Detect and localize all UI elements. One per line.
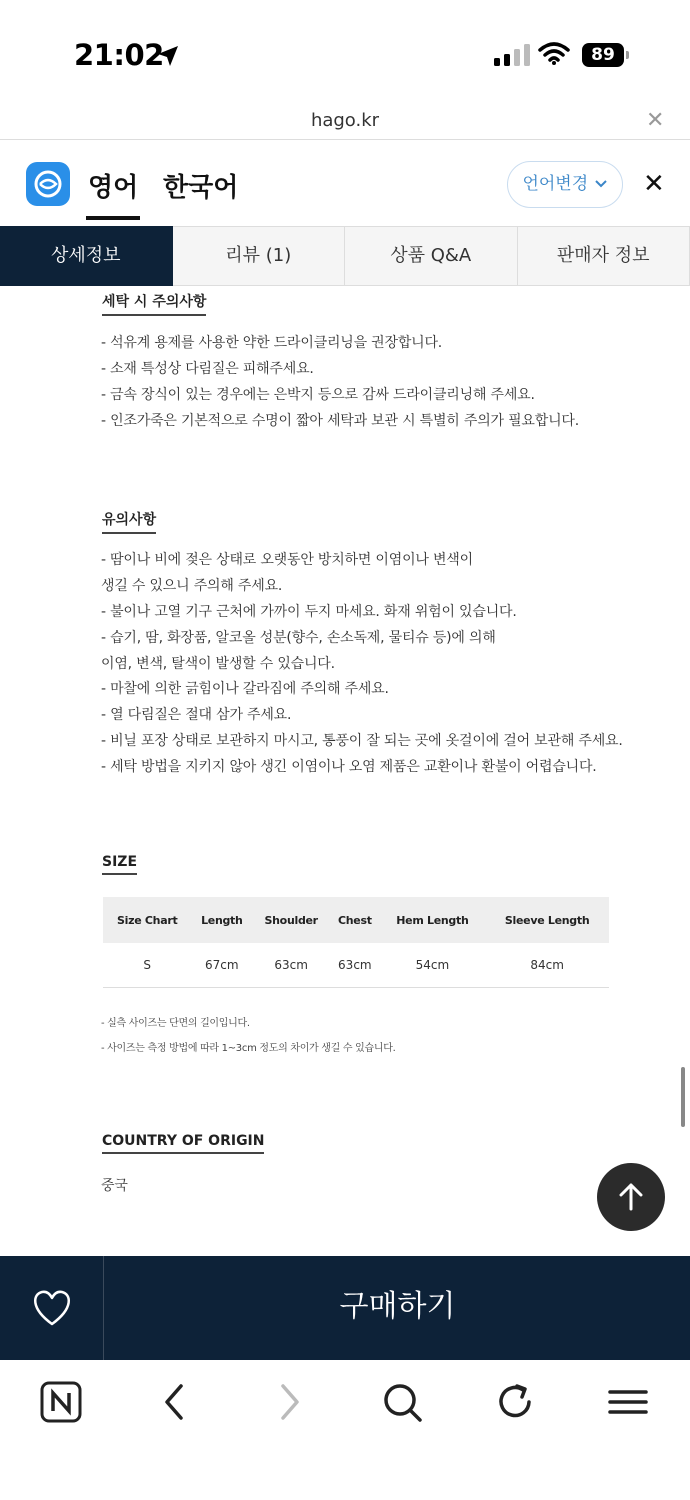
purchase-bar xyxy=(0,1256,690,1360)
app-logo-icon xyxy=(26,162,70,206)
caution-line: - 마찰에 의한 긁힘이나 갈라짐에 주의해 주세요. xyxy=(101,681,389,697)
size-table-header: Shoulder xyxy=(252,897,330,943)
cellular-signal-icon xyxy=(494,44,530,66)
size-table-header-row xyxy=(103,897,609,943)
location-arrow-icon xyxy=(156,44,180,68)
size-heading: SIZE xyxy=(102,854,137,875)
reload-icon[interactable] xyxy=(493,1380,537,1424)
arrow-up-icon xyxy=(597,1163,665,1231)
size-table-header: Size Chart xyxy=(103,897,191,943)
size-table-cell: 63cm xyxy=(252,943,330,987)
caution-heading: 유의사항 xyxy=(102,509,156,534)
caution-line: - 세탁 방법을 지키지 않아 생긴 이염이나 오염 제품은 교환이나 환불이 어렵습니다. xyxy=(101,759,597,775)
size-table-header: Length xyxy=(191,897,252,943)
wifi-icon xyxy=(538,42,570,66)
caution-line: - 땀이나 비에 젖은 상태로 오랫동안 방치하면 이염이나 변색이 xyxy=(101,552,473,568)
size-table-cell: 63cm xyxy=(330,943,379,987)
size-table-header: Sleeve Length xyxy=(485,897,609,943)
status-bar xyxy=(0,0,690,100)
language-bar xyxy=(0,141,690,226)
lang-tab-korean[interactable]: 한국어 xyxy=(163,173,239,203)
washing-line: - 소재 특성상 다림질은 피해주세요. xyxy=(101,361,314,377)
chevron-down-icon xyxy=(594,179,608,189)
caution-line: - 열 다림질은 절대 삼가 주세요. xyxy=(101,707,292,723)
url-text[interactable]: hago.kr xyxy=(310,110,380,131)
table-row xyxy=(103,943,609,987)
size-table-cell: 54cm xyxy=(379,943,485,987)
tab-details[interactable]: 상세정보 xyxy=(0,226,173,286)
washing-line: - 금속 장식이 있는 경우에는 은박지 등으로 감싸 드라이클리닝해 주세요. xyxy=(101,387,535,403)
caution-line: 생길 수 있으니 주의해 주세요. xyxy=(101,578,283,594)
size-table-cell: 67cm xyxy=(191,943,252,987)
heart-icon xyxy=(0,1256,104,1360)
tab-reviews[interactable]: 리뷰 (1) xyxy=(173,226,346,286)
back-icon[interactable] xyxy=(153,1380,197,1424)
washing-heading: 세탁 시 주의사항 xyxy=(102,291,206,316)
origin-heading: COUNTRY OF ORIGIN xyxy=(102,1133,264,1154)
size-table xyxy=(103,897,609,988)
scrollbar-thumb[interactable] xyxy=(681,1067,685,1127)
wishlist-button[interactable] xyxy=(0,1256,104,1360)
battery-indicator: 89 xyxy=(582,43,624,67)
caution-line: - 비닐 포장 상태로 보관하지 마시고, 통풍이 잘 되는 곳에 옷걸이에 걸어 보관해 주세요. xyxy=(101,733,623,749)
size-table-header: Chest xyxy=(330,897,379,943)
lang-tab-english[interactable]: 영어 xyxy=(88,167,138,204)
forward-icon[interactable] xyxy=(267,1380,311,1424)
washing-line: - 인조가죽은 기본적으로 수명이 짧아 세탁과 보관 시 특별히 주의가 필요합니다. xyxy=(101,413,579,429)
search-icon[interactable] xyxy=(380,1380,424,1424)
naver-home-icon[interactable] xyxy=(39,1380,83,1424)
caution-line: - 불이나 고열 기구 근처에 가까이 두지 마세요. 화재 위험이 있습니다. xyxy=(101,604,517,620)
size-table-header: Hem Length xyxy=(379,897,485,943)
origin-value: 중국 xyxy=(101,1178,128,1194)
tab-seller-info[interactable]: 판매자 정보 xyxy=(518,226,690,286)
status-time: 21:02 xyxy=(74,38,164,72)
size-table-cell: S xyxy=(103,943,191,987)
buy-button[interactable]: 구매하기 xyxy=(339,1289,456,1324)
product-tabs xyxy=(0,226,690,286)
caution-line: 이염, 변색, 탈색이 발생할 수 있습니다. xyxy=(101,656,335,672)
battery-tip xyxy=(626,51,629,59)
size-note: - 사이즈는 측정 방법에 따라 1~3cm 정도의 차이가 생길 수 있습니다. xyxy=(101,1043,396,1054)
browser-nav-bar xyxy=(0,1360,690,1500)
menu-icon[interactable] xyxy=(606,1380,650,1424)
tab-qna[interactable]: 상품 Q&A xyxy=(345,226,518,286)
language-change-button[interactable] xyxy=(507,161,623,208)
size-table-cell: 84cm xyxy=(485,943,609,987)
size-note: - 실측 사이즈는 단면의 길이입니다. xyxy=(101,1018,250,1029)
washing-line: - 석유계 용제를 사용한 약한 드라이클리닝을 권장합니다. xyxy=(101,335,443,351)
scroll-top-button[interactable] xyxy=(597,1163,665,1231)
url-bar[interactable] xyxy=(0,100,690,140)
lang-close-button[interactable]: ✕ xyxy=(643,169,665,199)
close-icon[interactable]: ✕ xyxy=(646,108,665,133)
language-change-label: 언어변경 xyxy=(522,174,589,194)
caution-line: - 습기, 땀, 화장품, 알코올 성분(향수, 손소독제, 물티슈 등)에 의해 xyxy=(101,630,496,646)
